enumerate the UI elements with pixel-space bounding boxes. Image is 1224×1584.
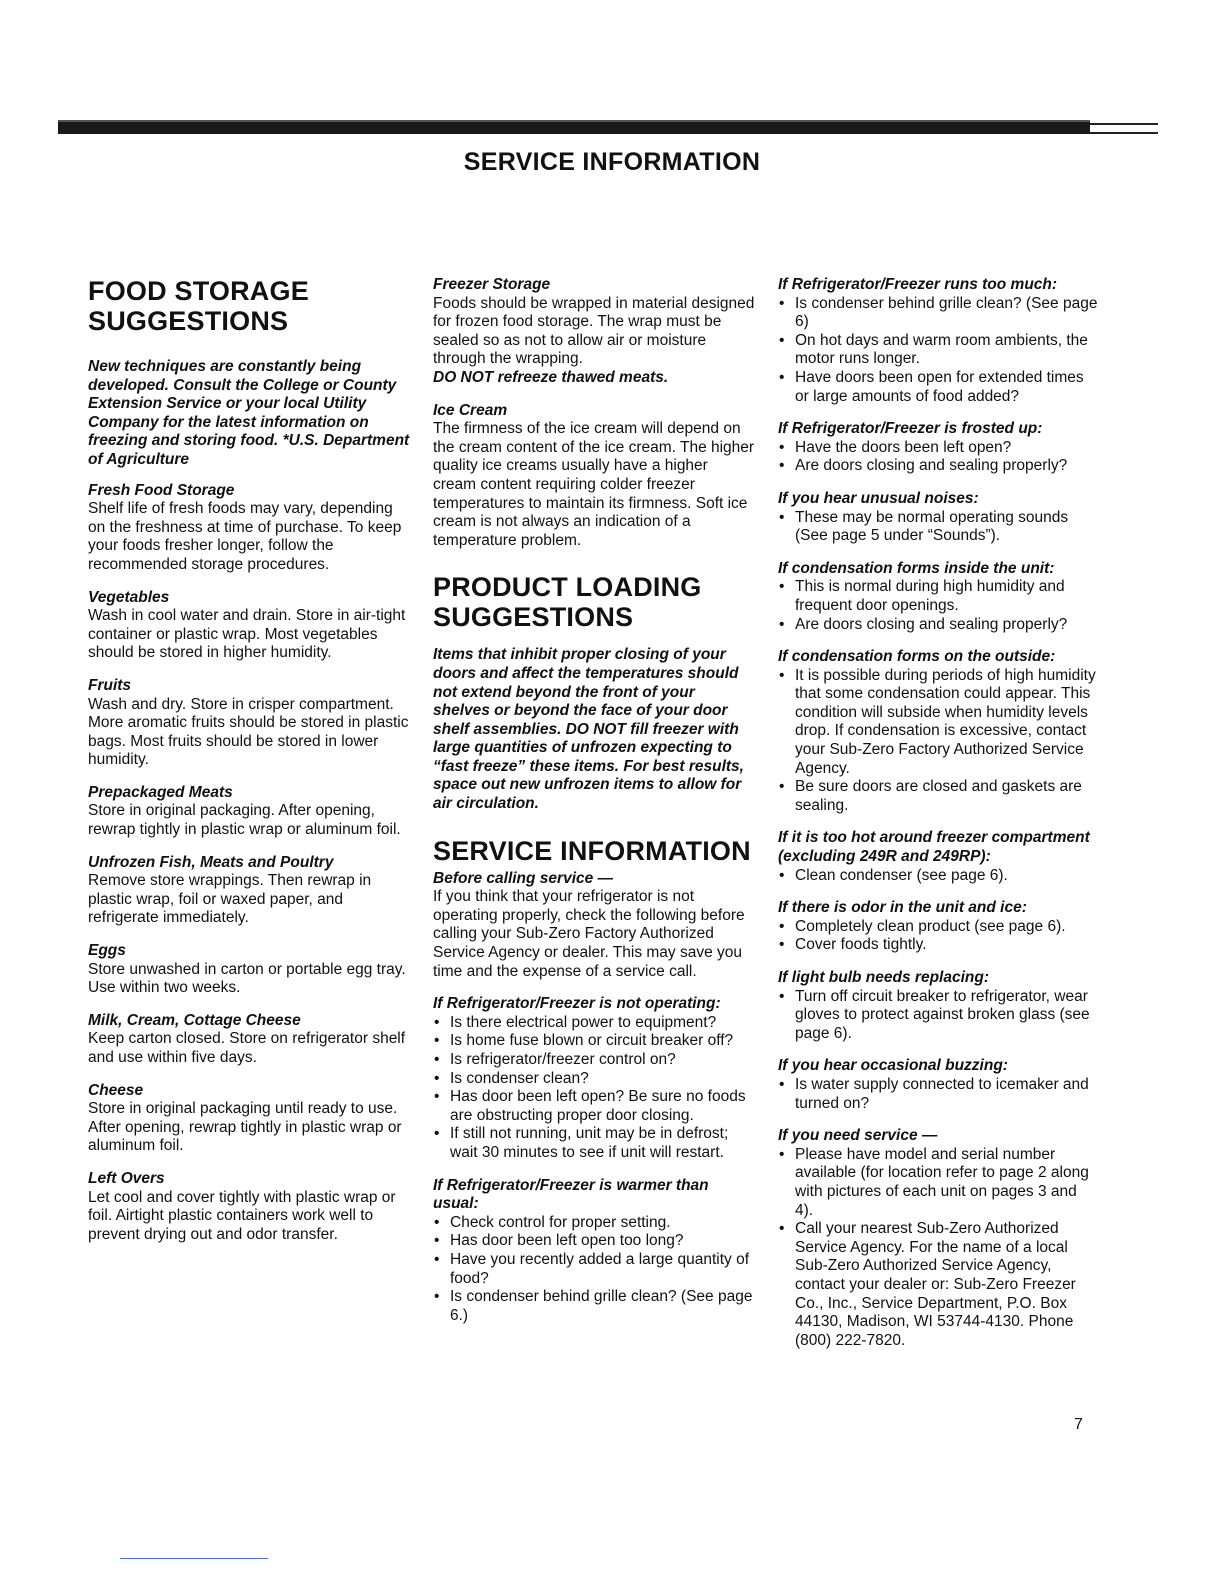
list-item: • This is normal during high humidity and frequent door openings. bbox=[778, 578, 1098, 615]
list-item: • Are doors closing and sealing properly? bbox=[778, 616, 1098, 635]
product-loading-heading: PRODUCT LOADING SUGGESTIONS bbox=[433, 572, 702, 633]
section-title: Eggs bbox=[88, 942, 126, 960]
section-vegetables bbox=[88, 589, 410, 663]
section-body: Store in original packaging. After opening, rewrap tightly in plastic wrap or aluminum foil. bbox=[88, 802, 401, 839]
section-body: Foods should be wrapped in material designed for frozen food storage. The wrap must be sealed so as not to allow air or moisture through the wrapping. bbox=[433, 294, 755, 368]
list-item: • Is water supply connected to icemaker and turned on? bbox=[778, 1076, 1098, 1113]
group-title: If light bulb needs replacing: bbox=[778, 969, 989, 986]
section-title: Freezer Storage bbox=[433, 276, 551, 293]
group-title: If you need service — bbox=[778, 1127, 938, 1145]
section-body: Wash and dry. Store in crisper compartment. More aromatic fruits should be stored in plastic bags. Most fruits should be stored in lower humidity. bbox=[88, 695, 409, 769]
list-item: • Is home fuse blown or circuit breaker off? bbox=[433, 1032, 755, 1051]
list-item: • Please have model and serial number available (for location refer to page 2 along with pictures of each unit on pages 3 and 4). bbox=[778, 1146, 1098, 1220]
list-item: • Turn off circuit breaker to refrigerator, wear gloves to protect against broken glass (see page 6). bbox=[778, 988, 1098, 1044]
section-title: Cheese bbox=[88, 1081, 144, 1099]
section-title: Ice Cream bbox=[433, 401, 508, 419]
section-title: Milk, Cream, Cottage Cheese bbox=[88, 1011, 301, 1029]
list-item: • Are doors closing and sealing properly? bbox=[778, 457, 1098, 476]
section-title: Fresh Food Storage bbox=[88, 481, 235, 499]
list-item: • Is refrigerator/freezer control on? bbox=[433, 1051, 755, 1070]
list-item: • Is condenser behind grille clean? (See page 6.) bbox=[433, 1288, 755, 1325]
checklist-too-hot bbox=[778, 867, 1098, 886]
page-title: SERVICE INFORMATION bbox=[463, 148, 761, 176]
list-item: • Is condenser clean? bbox=[433, 1070, 755, 1089]
section-before-calling bbox=[433, 870, 755, 982]
section-body: Shelf life of fresh foods may vary, depending on the freshness at time of purchase. To keep your foods fresher longer, follow the recommended storage procedures. bbox=[88, 500, 402, 573]
section-body: If you think that your refrigerator is not operating properly, check the following before calling your Sub-Zero Factory Authorized Service Agency or dealer. This may save you time and the expense of a service call. bbox=[433, 888, 745, 980]
footer-rule bbox=[120, 1558, 268, 1559]
food-storage-intro: New techniques are constantly being developed. Consult the College or County Extension Service or your local Utility Company for the latest information on freezing and storing food. *U.S. Department of Agriculture bbox=[88, 358, 410, 468]
list-item: • On hot days and warm room ambients, the motor runs longer. bbox=[778, 332, 1098, 369]
product-loading-intro: Items that inhibit proper closing of your doors and affect the temperatures should not extend beyond the front of your shelves or beyond the face of your door shelf assemblies. DO NOT fill freezer with large quantities of unfrozen expecting to “fast freeze” these items. For best results, space out new unfrozen items to allow for air circulation. bbox=[433, 646, 744, 813]
page-number: 7 bbox=[1074, 1416, 1083, 1433]
list-item: • Have the doors been left open? bbox=[778, 439, 1098, 458]
group-title: If condensation forms on the outside: bbox=[778, 648, 1056, 666]
section-eggs bbox=[88, 942, 410, 998]
checklist-condensation-inside bbox=[778, 578, 1098, 634]
header-rule-tail bbox=[1090, 123, 1158, 125]
section-ice-cream bbox=[433, 402, 755, 551]
list-item: • It is possible during periods of high humidity that some condensation could appear. This condition will subside when humidity levels drop. If condensation is excessive, contact your Sub-Zero Factory Authorized Service Agency. bbox=[778, 667, 1098, 779]
checklist-light-bulb bbox=[778, 988, 1098, 1044]
section-title: Unfrozen Fish, Meats and Poultry bbox=[88, 853, 334, 871]
checklist-buzzing bbox=[778, 1076, 1098, 1113]
list-item: • Has door been left open? Be sure no foods are obstructing proper door closing. bbox=[433, 1088, 755, 1125]
checklist-runs-too-much bbox=[778, 295, 1098, 407]
section-body: The firmness of the ice cream will depend on the cream content of the ice cream. The higher quality ice creams usually have a higher cream content requiring colder freezer temperatures to maintain its firmness. Soft ice cream is not always an indication of a temperature problem. bbox=[433, 420, 755, 549]
list-item: • Have you recently added a large quantity of food? bbox=[433, 1251, 755, 1288]
section-left-overs bbox=[88, 1170, 410, 1244]
list-item: • Clean condenser (see page 6). bbox=[778, 867, 1098, 886]
group-title: If you hear unusual noises: bbox=[778, 489, 979, 507]
list-item: • Cover foods tightly. bbox=[778, 936, 1098, 955]
checklist-condensation-outside bbox=[778, 667, 1098, 816]
list-item: • Completely clean product (see page 6). bbox=[778, 918, 1098, 937]
section-cheese bbox=[88, 1082, 410, 1156]
service-information-heading: SERVICE INFORMATION bbox=[433, 835, 751, 866]
list-item: • Check control for proper setting. bbox=[433, 1214, 755, 1233]
group-title: If condensation forms inside the unit: bbox=[778, 559, 1055, 577]
section-body: Store unwashed in carton or portable egg tray. Use within two weeks. bbox=[88, 960, 406, 997]
list-item: • Be sure doors are closed and gaskets are sealing. bbox=[778, 778, 1098, 815]
checklist-frosted-up bbox=[778, 439, 1098, 476]
group-title: If it is too hot around freezer compartment (excluding 249R and 249RP): bbox=[778, 829, 1090, 866]
list-item: • Is condenser behind grille clean? (See page 6) bbox=[778, 295, 1098, 332]
list-item: • Is there electrical power to equipment? bbox=[433, 1014, 755, 1033]
section-milk-cream bbox=[88, 1012, 410, 1068]
section-fresh-food bbox=[88, 482, 410, 575]
checklist-unusual-noises bbox=[778, 509, 1098, 546]
group-title: If Refrigerator/Freezer runs too much: bbox=[778, 276, 1058, 293]
checklist-need-service bbox=[778, 1146, 1098, 1351]
section-title: Prepackaged Meats bbox=[88, 783, 233, 801]
section-title: Left Overs bbox=[88, 1169, 165, 1187]
section-title: Vegetables bbox=[88, 588, 170, 606]
section-note: DO NOT refreeze thawed meats. bbox=[433, 368, 669, 386]
header-rule bbox=[58, 120, 1090, 134]
column-middle bbox=[433, 276, 755, 1339]
group-title: If Refrigerator/Freezer is frosted up: bbox=[778, 420, 1043, 438]
section-unfrozen-fish bbox=[88, 854, 410, 928]
section-body: Remove store wrappings. Then rewrap in plastic wrap, foil or waxed paper, and refrigerate immediately. bbox=[88, 872, 372, 927]
list-item: • These may be normal operating sounds (See page 5 under “Sounds”). bbox=[778, 509, 1098, 546]
section-prepackaged-meats bbox=[88, 784, 410, 840]
checklist-warmer bbox=[433, 1214, 755, 1326]
checklist-odor bbox=[778, 918, 1098, 955]
list-item: • Call your nearest Sub-Zero Authorized Service Agency. For the name of a local Sub-Zero Authorized Service Agency, contact your dealer or: Sub-Zero Freezer Co., Inc., Service Department, P.O. Box 44130, Madison, WI 53744-4130. Phone (800) 222-7820. bbox=[778, 1220, 1098, 1350]
group-title: If you hear occasional buzzing: bbox=[778, 1057, 1008, 1075]
list-item: • If still not running, unit may be in defrost; wait 30 minutes to see if unit will restart. bbox=[433, 1125, 755, 1162]
list-item: • Have doors been open for extended times or large amounts of food added? bbox=[778, 369, 1098, 406]
header-rule-tail bbox=[1090, 132, 1158, 134]
group-title: If Refrigerator/Freezer is warmer than usual: bbox=[433, 1176, 709, 1213]
list-item: • Has door been left open too long? bbox=[433, 1232, 755, 1251]
section-title: Fruits bbox=[88, 676, 132, 694]
section-title: Before calling service — bbox=[433, 869, 614, 887]
section-fruits bbox=[88, 677, 410, 770]
column-right bbox=[778, 276, 1098, 1364]
section-body: Keep carton closed. Store on refrigerator shelf and use within five days. bbox=[88, 1030, 406, 1066]
food-storage-heading: FOOD STORAGE SUGGESTIONS bbox=[88, 276, 309, 336]
section-body: Wash in cool water and drain. Store in air-tight container or plastic wrap. Most vegetables should be stored in higher humidity. bbox=[88, 607, 406, 662]
section-freezer-storage bbox=[433, 276, 755, 388]
section-body: Store in original packaging until ready to use. After opening, rewrap tightly in plastic wrap or aluminum foil. bbox=[88, 1100, 402, 1155]
section-body: Let cool and cover tightly with plastic wrap or foil. Airtight plastic containers work well to prevent drying out and odor transfer. bbox=[88, 1188, 396, 1243]
group-title: If there is odor in the unit and ice: bbox=[778, 899, 1027, 917]
column-left bbox=[88, 276, 410, 1258]
group-title: If Refrigerator/Freezer is not operating: bbox=[433, 995, 721, 1013]
checklist-not-operating bbox=[433, 1014, 755, 1163]
